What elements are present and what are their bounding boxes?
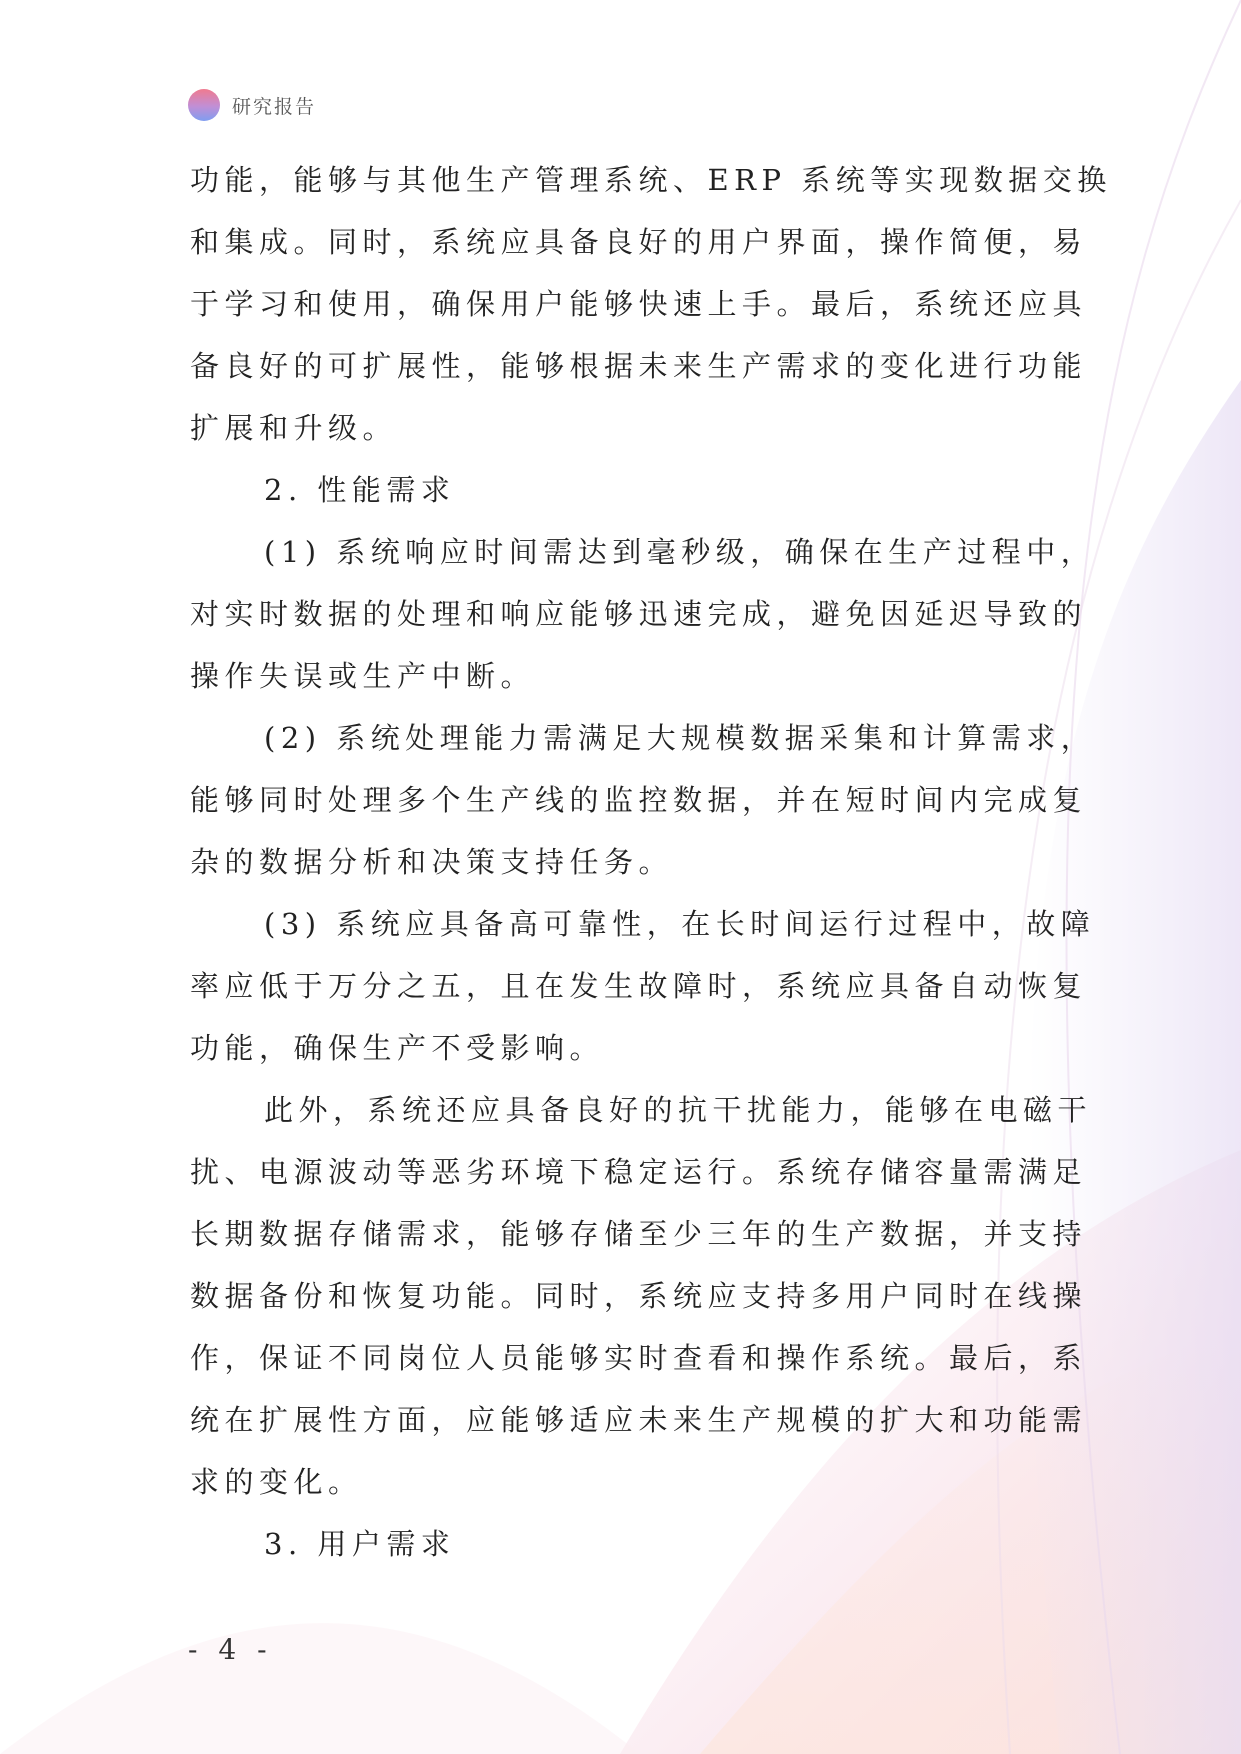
body-line: 杂的数据分析和决策支持任务。 xyxy=(190,845,674,879)
body-line: 操作失误或生产中断。 xyxy=(190,659,536,693)
body-line: 对实时数据的处理和响应能够迅速完成，避免因延迟导致的 xyxy=(190,597,1088,631)
body-line: 能够同时处理多个生产线的监控数据，并在短时间内完成复 xyxy=(190,783,1088,817)
body-line: (2) 系统处理能力需满足大规模数据采集和计算需求， xyxy=(264,721,1096,755)
body-line: 扰、电源波动等恶劣环境下稳定运行。系统存储容量需满足 xyxy=(190,1155,1088,1189)
logo-circle-icon xyxy=(188,89,220,121)
body-line: 作，保证不同岗位人员能够实时查看和操作系统。最后，系 xyxy=(190,1341,1088,1375)
body-line: 此外，系统还应具备良好的抗干扰能力，能够在电磁干 xyxy=(264,1093,1093,1127)
body-line: 数据备份和恢复功能。同时，系统应支持多用户同时在线操 xyxy=(190,1279,1088,1313)
report-header xyxy=(188,88,316,122)
section-heading: 2. 性能需求 xyxy=(264,473,456,507)
body-line: 扩展和升级。 xyxy=(190,411,398,445)
body-line: 长期数据存储需求，能够存储至少三年的生产数据，并支持 xyxy=(190,1217,1088,1251)
page-number: - 4 - xyxy=(188,1633,273,1666)
body-line: (1) 系统响应时间需达到毫秒级，确保在生产过程中， xyxy=(264,535,1096,569)
body-line: 和集成。同时，系统应具备良好的用户界面，操作简便，易 xyxy=(190,225,1088,259)
body-line: (3) 系统应具备高可靠性，在长时间运行过程中，故障 xyxy=(264,907,1096,941)
section-heading: 3. 用户需求 xyxy=(264,1527,456,1561)
body-line: 于学习和使用，确保用户能够快速上手。最后，系统还应具 xyxy=(190,287,1088,321)
body-line: 求的变化。 xyxy=(190,1465,363,1499)
body-line: 功能，确保生产不受影响。 xyxy=(190,1031,605,1065)
body-line: 功能，能够与其他生产管理系统、ERP 系统等实现数据交换 xyxy=(190,163,1112,197)
body-line: 备良好的可扩展性，能够根据未来生产需求的变化进行功能 xyxy=(190,349,1088,383)
header-title: 研究报告 xyxy=(232,95,317,118)
body-line: 率应低于万分之五，且在发生故障时，系统应具备自动恢复 xyxy=(190,969,1088,1003)
body-line: 统在扩展性方面，应能够适应未来生产规模的扩大和功能需 xyxy=(190,1403,1088,1437)
